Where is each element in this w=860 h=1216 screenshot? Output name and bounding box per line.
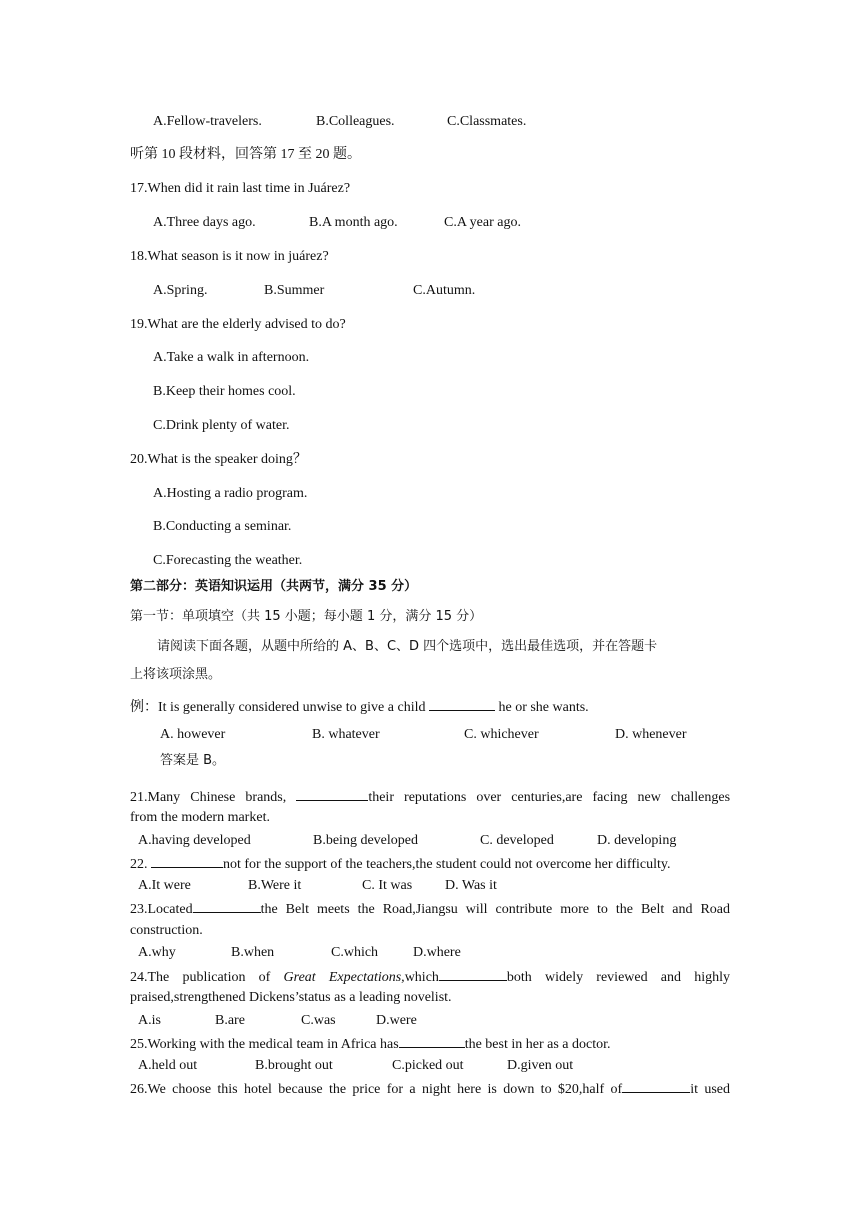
q23-option-c: C.which xyxy=(331,945,379,960)
q23-stem-line2: construction. xyxy=(130,923,203,938)
q20-stem: 20.What is the speaker doing？ xyxy=(130,452,307,467)
q26-stem-line1 xyxy=(130,1079,730,1099)
q25-suffix: the best in her as a doctor. xyxy=(464,1037,611,1052)
q23-option-d: D.where xyxy=(413,945,461,960)
q24-text-b: which xyxy=(404,970,439,985)
q22-option-d: D. Was it xyxy=(445,878,497,893)
q25-option-d: D.given out xyxy=(507,1058,574,1073)
part2-title: 第二部分：英语知识运用（共两节，满分 35 分） xyxy=(130,579,418,594)
q19-option-a: A.Take a walk in afternoon. xyxy=(153,350,310,365)
q24-text-c: both widely reviewed and highly xyxy=(506,970,731,985)
q25-option-c: C.picked out xyxy=(392,1058,464,1073)
q21-stem-line1 xyxy=(130,787,730,807)
example-prefix: 例：It is generally considered unwise to give a child xyxy=(130,700,426,715)
q25-option-b: B.brought out xyxy=(255,1058,333,1073)
q26-suffix: it used xyxy=(690,1082,730,1097)
q17-option-c: C.A year ago. xyxy=(444,215,521,230)
q23-stem-line1 xyxy=(130,899,730,919)
instructions-line2: 上将该项涂黑。 xyxy=(130,667,222,682)
q21-stem-line2: from the modern market. xyxy=(130,810,270,825)
q24-option-d: D.were xyxy=(376,1013,417,1028)
q23-text-a: 23.Located xyxy=(130,902,193,917)
q24-text-a: 24.The publication of xyxy=(130,970,271,985)
q19-option-b: B.Keep their homes cool. xyxy=(153,384,296,399)
example-option-a: A. however xyxy=(160,727,226,742)
q23-option-b: B.when xyxy=(231,945,275,960)
instructions-line1: 请阅读下面各题，从题中所给的 A、B、C、D 四个选项中，选出最佳选项，并在答题卡 xyxy=(157,639,658,654)
q22-prefix: 22. xyxy=(130,857,148,872)
q18-option-c: C.Autumn. xyxy=(413,283,476,298)
q21-option-a: A.having developed xyxy=(138,833,251,848)
q20-option-b: B.Conducting a seminar. xyxy=(153,519,292,534)
example-answer: 答案是 B。 xyxy=(160,753,226,768)
q18-option-a: A.Spring. xyxy=(153,283,208,298)
q25-prefix: 25.Working with the medical team in Africa has xyxy=(130,1037,399,1052)
q22-option-b: B.Were it xyxy=(248,878,302,893)
q22-option-a: A.It were xyxy=(138,878,191,893)
q18-option-b: B.Summer xyxy=(264,283,325,298)
q24-option-a: A.is xyxy=(138,1013,161,1028)
q24-stem-line1 xyxy=(130,967,730,987)
q22-stem xyxy=(130,854,670,874)
q19-stem: 19.What are the elderly advised to do? xyxy=(130,317,346,332)
q24-option-c: C.was xyxy=(301,1013,336,1028)
q24-stem-line2: praised,strengthened Dickens’status as a leading novelist. xyxy=(130,990,452,1005)
q25-stem xyxy=(130,1034,610,1054)
q24-blank xyxy=(439,967,507,981)
q24-option-b: B.are xyxy=(215,1013,245,1028)
example-suffix: he or she wants. xyxy=(498,700,589,715)
section1-title: 第一节：单项填空（共 15 小题；每小题 1 分，满分 15 分） xyxy=(130,609,483,624)
q22-option-c: C. It was xyxy=(362,878,413,893)
q24-book-title: Great Expectations, xyxy=(283,970,405,985)
q17-option-b: B.A month ago. xyxy=(309,215,398,230)
q21-option-c: C. developed xyxy=(480,833,554,848)
q26-blank xyxy=(622,1079,690,1093)
example-option-b: B. whatever xyxy=(312,727,380,742)
q18-stem: 18.What season is it now in juárez? xyxy=(130,249,329,264)
q23-blank xyxy=(193,899,261,913)
q22-blank xyxy=(151,854,223,868)
q16-option-c: C.Classmates. xyxy=(447,114,527,129)
example-blank xyxy=(429,697,495,711)
q21-text-a: 21.Many Chinese brands, xyxy=(130,790,287,805)
q21-option-d: D. developing xyxy=(597,833,677,848)
example-question xyxy=(130,697,589,717)
q17-option-a: A.Three days ago. xyxy=(153,215,256,230)
q16-option-b: B.Colleagues. xyxy=(316,114,395,129)
q17-stem: 17.When did it rain last time in Juárez? xyxy=(130,181,351,196)
example-option-d: D. whenever xyxy=(615,727,687,742)
q19-option-c: C.Drink plenty of water. xyxy=(153,418,290,433)
q23-option-a: A.why xyxy=(138,945,176,960)
section10-intro: 听第 10 段材料，回答第 17 至 20 题。 xyxy=(130,147,361,162)
q26-prefix: 26.We choose this hotel because the price for a night here is down to $20,half of xyxy=(130,1082,623,1097)
q21-blank xyxy=(296,787,368,801)
q25-option-a: A.held out xyxy=(138,1058,198,1073)
q25-blank xyxy=(399,1034,465,1048)
q16-option-a: A.Fellow-travelers. xyxy=(153,114,262,129)
q23-text-b: the Belt meets the Road,Jiangsu will contribute more to the Belt and Road xyxy=(260,902,730,917)
q21-text-b: their reputations over centuries,are facing new challenges xyxy=(368,790,731,805)
q20-option-c: C.Forecasting the weather. xyxy=(153,553,303,568)
q20-option-a: A.Hosting a radio program. xyxy=(153,486,308,501)
q21-option-b: B.being developed xyxy=(313,833,418,848)
q22-suffix: not for the support of the teachers,the student could not overcome her difficulty. xyxy=(223,857,671,872)
example-option-c: C. whichever xyxy=(464,727,539,742)
